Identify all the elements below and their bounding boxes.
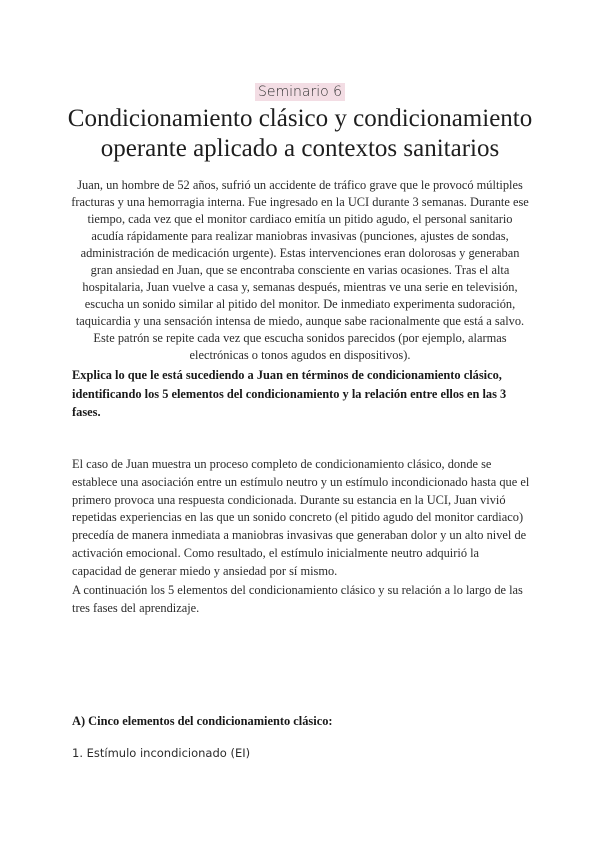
seminar-label: Seminario 6 — [255, 83, 345, 101]
answer-paragraph-2: A continuación los 5 elementos del condicionamiento clásico y su relación a lo largo de las tres fases del aprendizaje. — [72, 583, 523, 615]
list-item-1: 1. Estímulo incondicionado (EI) — [72, 746, 251, 760]
case-description: Juan, un hombre de 52 años, sufrió un accidente de tráfico grave que le provocó múltiples fracturas y una hemorragia interna. Fue ingresado en la UCI durante 3 semanas. Durante ese tiempo, cada vez que el monitor cardiaco emitía un pitido agudo, el personal sanitario acudía rápidamente para realizar maniobras invasivas (punciones, ajustes de sondas, administración de medicación urgente). Estas intervenciones eran dolorosas y generaban gran ansiedad en Juan, que se encontraba consciente en varias ocasiones. Tras el alta hospitalaria, Juan vuelve a casa y, semanas después, mientras ve una serie en televisión, escucha un sonido similar al pitido del monitor. De inmediato experimenta sudoración, taquicardia y una sensación intensa de miedo, aunque sabe racionalmente que está a salvo. Este patrón se repite cada vez que escucha sonidos parecidos (por ejemplo, alarmas electrónicas o tonos agudos en dispositivos). — [71, 178, 529, 362]
seminar-label-wrapper — [0, 83, 600, 101]
page-title: Condicionamiento clásico y condicionamiento operante aplicado a contextos sanitarios — [67, 105, 533, 162]
section-a-heading: A) Cinco elementos del condicionamiento clásico: — [72, 714, 333, 728]
answer-paragraph-1: El caso de Juan muestra un proceso completo de condicionamiento clásico, donde se establece una asociación entre un estímulo neutro y un estímulo incondicionado hasta que el primero provoca una respuesta condicionada. Durante su estancia en la UCI, Juan vivió repetidas experiencias en las que un sonido concreto (el pitido agudo del monitor cardiaco) precedía de manera inmediata a maniobras invasivas que generaban dolor y un alto nivel de activación emocional. Como resultado, el estímulo inicialmente neutro adquirió la capacidad de generar miedo y ansiedad por sí mismo. — [72, 457, 530, 578]
question-prompt: Explica lo que le está sucediendo a Juan en términos de condicionamiento clásico, identificando los 5 elementos del condicionamiento y la relación entre ellos en las 3 fases. — [72, 368, 507, 419]
